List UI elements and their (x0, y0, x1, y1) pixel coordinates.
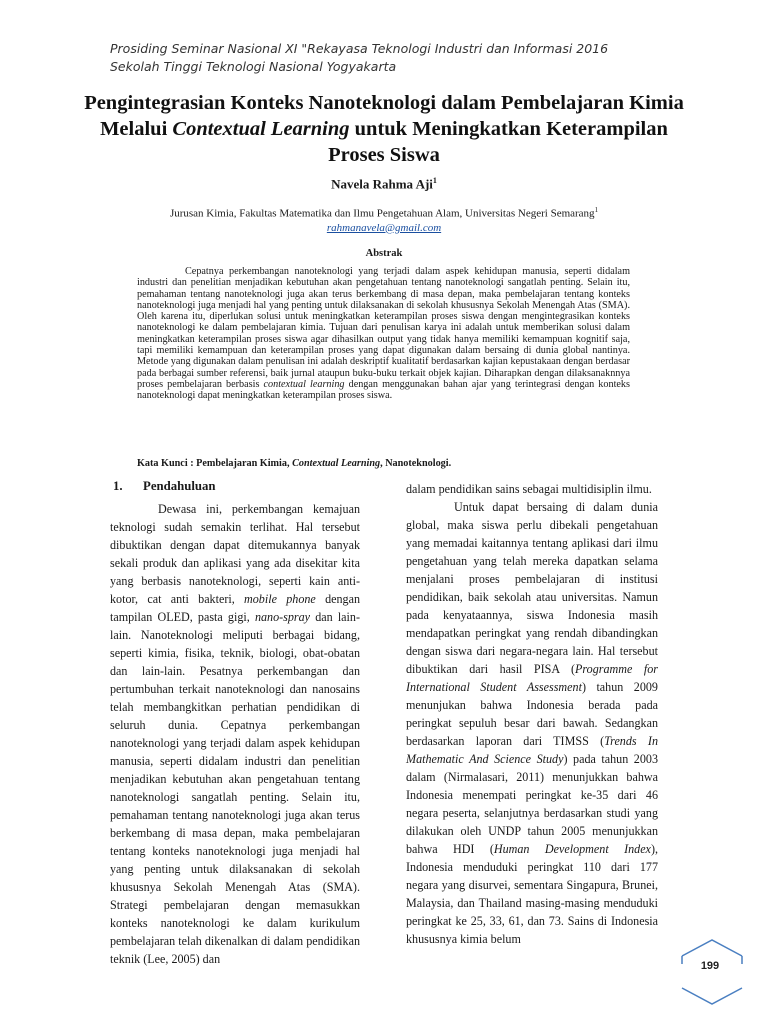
affiliation-sup: 1 (594, 206, 599, 214)
right-italic-2: Trends In Mathematic And Science Study (406, 734, 658, 766)
left-text-3: dan lain-lain. Nanoteknologi meliputi berbagai bidang, seperti kimia, fisika, teknik, biologi, obat-obatan dan lain-lain. Pesatnya perkembangan dan pertumbuhan terkait nanoteknologi dan nanosains telah membangkitkan perhatian pendidikan di seluruh dunia. Cepatnya perkembangan nanoteknologi yang terjadi dalam aspek kehidupan manusia, seperti didalam industri dan penelitian menjadikan kebutuhan akan pengetahuan tentang nanoteknologi sangatlah penting. Selain itu, pemahaman tentang nanoteknologi juga akan terus berkembang di masa depan, maka pembelajaran tentang konteks nanoteknologi juga menjadi hal yang penting untuk dilaksanakan di sekolah khususnya Sekolah Menengah Atas (SMA). Strategi pembelajaran dengan memasukkan konteks nanoteknologi ke dalam kurikulum pembelajaran telah dikenalkan di dalam pendidikan teknik (Lee, 2005) dan (110, 610, 360, 966)
right-italic-3: Human Development Index (493, 842, 651, 856)
paper-title (70, 90, 698, 168)
right-para-1: dalam pendidikan sains sebagai multidisiplin ilmu. (406, 482, 652, 496)
author-name: Navela Rahma Aji (331, 176, 433, 192)
header-line-2: Sekolah Tinggi Teknologi Nasional Yogyakarta (110, 59, 397, 74)
affiliation-text: Jurusan Kimia, Fakultas Matematika dan Ilmu Pengetahuan Alam, Universitas Negeri Semarang (169, 207, 595, 220)
keywords-label: Kata Kunci : Pembelajaran Kimia, (137, 458, 293, 469)
title-italic: Contextual Learning (172, 118, 350, 140)
page-badge-icon (676, 936, 748, 1008)
abstract-heading: Abstrak (365, 248, 403, 259)
right-text-4: ), Indonesia menduduki peringkat 110 dari 177 negara yang disurvei, sementara Singapura, Brunei, Malaysia, dan Thailand masing-masing menduduki peringkat ke 25, 33, 61, dan 73. Sains di Indonesia khususnya kimia belum (406, 842, 658, 946)
right-column (406, 480, 658, 948)
right-italic-1: Programme for International Student Assessment (406, 662, 658, 694)
section-heading (113, 479, 216, 494)
author (0, 176, 768, 192)
abstract-text-2: dengan menggunakan bahan ajar yang terintegrasi dengan konteks nanoteknologi dapat meningkatkan keterampilan proses siswa. (137, 378, 630, 402)
running-header (110, 40, 670, 76)
header-line-1: Prosiding Seminar Nasional XI "Rekayasa Teknologi Industri dan Informasi 2016 (110, 41, 609, 56)
keywords-italic: Contextual Learning (292, 458, 381, 469)
left-text-2: dengan tampilan OLED, pasta gigi, (110, 592, 361, 624)
left-text-1: Dewasa ini, perkembangan kemajuan teknologi sudah semakin terlihat. Hal tersebut dibuktikan dengan dapat ditemukannya banyak sekali produk dan aplikasi yang ada disekitar kita yang berbasis nanoteknologi, seperti kain anti-kotor, cat anti bakteri, (110, 502, 360, 606)
left-italic-2: nano-spray (254, 610, 311, 624)
abstract-italic: contextual learning (263, 378, 345, 390)
section-number: 1. (113, 479, 123, 493)
author-sup: 1 (432, 176, 437, 185)
title-part-2: untuk Meningkatkan Keterampilan Proses Siswa (328, 118, 668, 166)
abstract-text-1: Cepatnya perkembangan nanoteknologi yang terjadi dalam aspek kehidupan manusia, seperti didalam industri dan penelitian menjadikan kebutuhan akan pengetahuan tentang nanoteknologi sangatlah penting. Selain itu, pemahaman tentang nanoteknologi juga akan terus berkembang di masa depan, maka pembelajaran tentang konteks nanoteknologi juga menjadi hal yang penting untuk dilaksanakan di sekolah khususnya Sekolah Menengah Atas (SMA). Oleh karena itu, diperlukan solusi untuk meningkatkan keterampilan proses siswa dengan mengintegrasikan konteks nanoteknologi ke dalam pembelajaran kimia. Tujuan dari penulisan karya ini adalah untuk memberikan solusi dalam meningkatkan keterampilan proses siswa agar dihasilkan output yang tidak hanya memiliki kemampuan kognitif saja, tapi memiliki kemampuan dan keterampilan proses yang dapat digunakan dalam bersaing di dunia global nantinya. Metode yang digunakan dalam penulisan ini adalah deskriptif kualitatif berdasarkan kajian kepustakaan dengan berdasar pada berbagai sumber referensi, baik jurnal ataupun buku-buku terkait objek kajian. Diharapkan dengan dilaksanaknnya proses pembelajaran berbasis (137, 266, 630, 390)
keywords (137, 458, 630, 469)
abstract-body (137, 266, 630, 402)
left-column (110, 500, 360, 968)
page-number: 199 (700, 960, 720, 972)
keywords-rest: , Nanoteknologi. (380, 458, 452, 469)
affiliation (60, 203, 708, 235)
right-text-3: ) pada tahun 2003 dalam (Nirmalasari, 2011) menunjukkan bahwa Indonesia menempati peringkat ke-35 dari 46 negara peserta, selanjutnya berdasarkan studi yang dilakukan oleh UNDP tahun 2005 menunjukkan bahwa HDI ( (406, 752, 658, 856)
title-part-1: Pengintegrasian Konteks Nanoteknologi dalam Pembelajaran Kimia Melalui (84, 92, 684, 140)
right-text-2: ) tahun 2009 menunjukan bahwa Indonesia berada pada peringkat sepuluh besar dari bawah. Sedangkan berdasarkan laporan dari TIMSS ( (406, 680, 658, 748)
right-text-1: Untuk dapat bersaing di dalam dunia global, maka siswa perlu dibekali pengetahuan yang memadai kaitannya tentang aplikasi dari ilmu pengetahuan yang telah mereka dapatkan selama menjalani proses pembelajaran di institusi pendidikan, baik sekolah atau universitas. Namun pada kenyataannya, siswa Indonesia masih mendapatkan peringkat yang rendah dibandingkan dengan siswa dari negara-negara lain. Hal tersebut dibuktikan dari hasil PISA ( (406, 500, 658, 676)
left-italic-1: mobile phone (244, 592, 316, 606)
email-link[interactable]: rahmanavela@gmail.com (326, 221, 442, 234)
section-title: Pendahuluan (143, 479, 216, 493)
